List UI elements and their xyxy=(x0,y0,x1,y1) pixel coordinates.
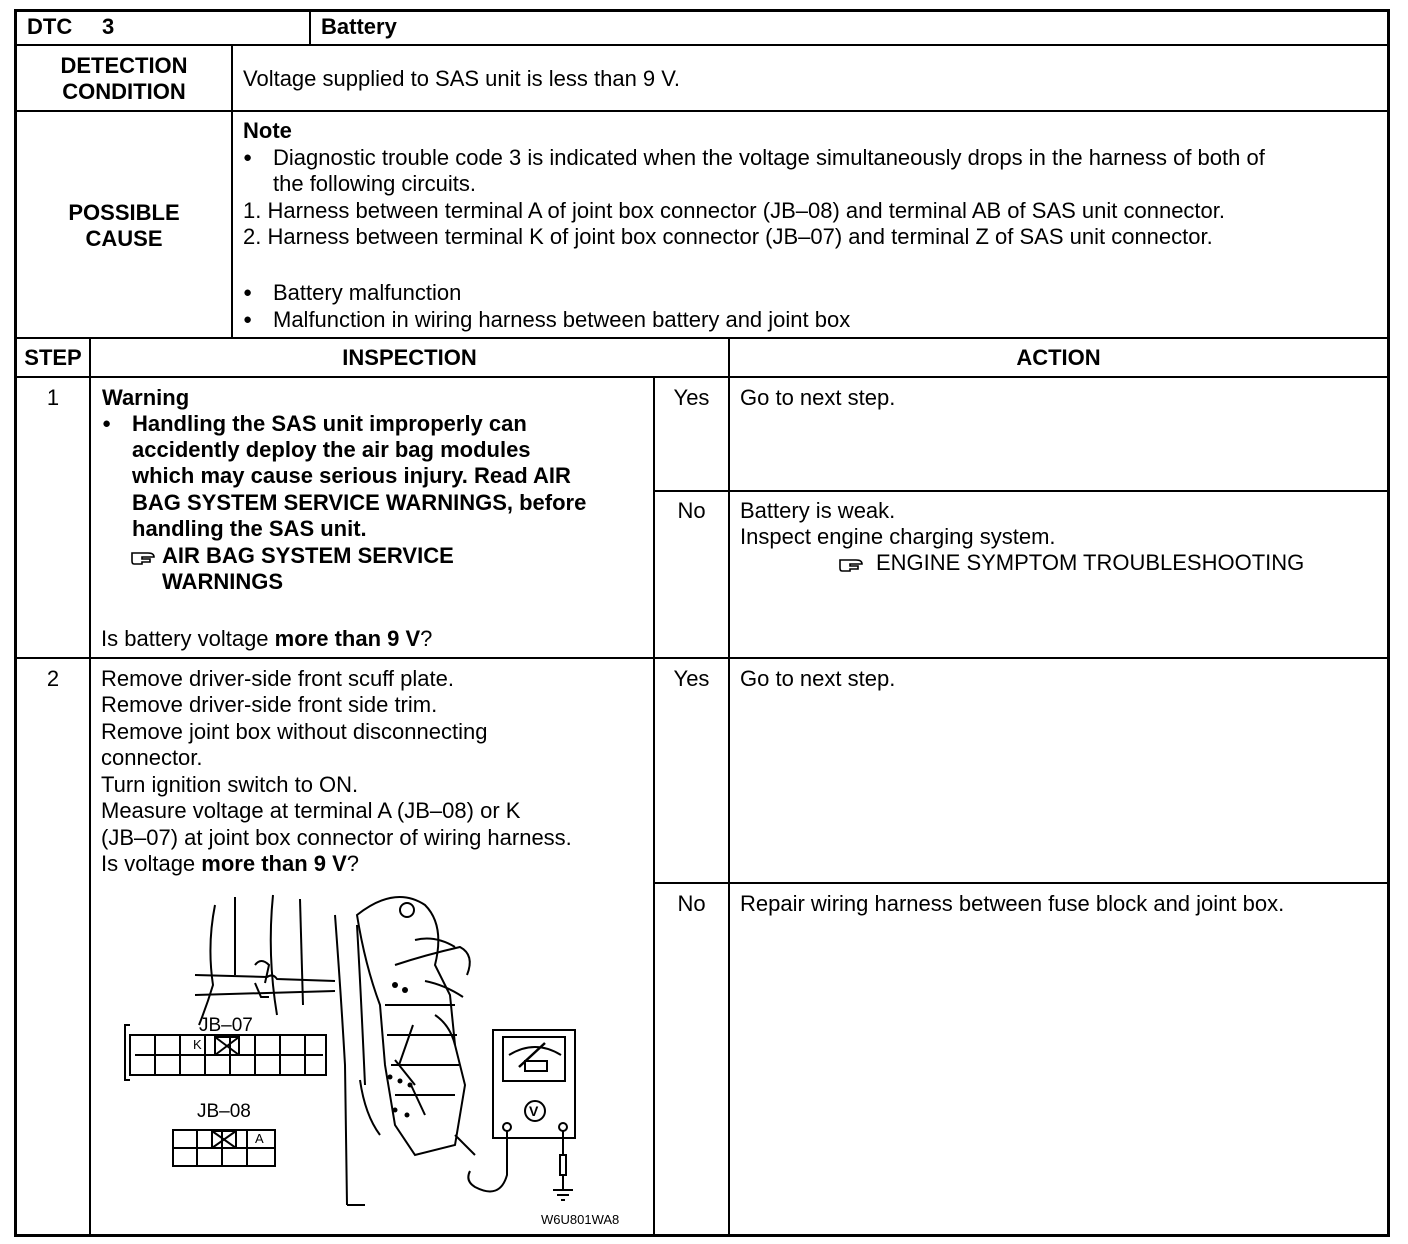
step-1-ref-line-2: WARNINGS xyxy=(162,569,283,594)
step-2-line-1: Remove driver-side front scuff plate. xyxy=(101,666,454,691)
jb08-label: JB–08 xyxy=(197,1101,251,1122)
dtc-number: 3 xyxy=(102,14,115,39)
possible-cause-label-1: POSSIBLE xyxy=(68,200,180,225)
step-1-warning-line-3: which may cause serious injury. Read AIR xyxy=(132,463,571,488)
pointing-hand-icon xyxy=(838,556,864,574)
step-2-line-7: (JB–07) at joint box connector of wiring harness. xyxy=(101,825,572,850)
step-1-no-action-ref: ENGINE SYMPTOM TROUBLESHOOTING xyxy=(876,550,1305,575)
voltmeter-symbol: V xyxy=(529,1103,539,1119)
pointing-hand-icon xyxy=(130,549,156,567)
step-1-warning-line-5: handling the SAS unit. xyxy=(132,516,367,541)
cause-bullet-2: ● Malfunction in wiring harness between battery and joint box xyxy=(273,307,850,333)
step-1-warning-line-1: ● Handling the SAS unit improperly can xyxy=(132,411,527,437)
step-2-line-2: Remove driver-side front side trim. xyxy=(101,692,438,717)
jb07-label: JB–07 xyxy=(199,1015,253,1036)
step-2-question: Is voltage more than 9 V? xyxy=(101,851,360,876)
step-1-warning-line-2: accidently deploy the air bag modules xyxy=(132,437,531,462)
cause-item-1: 1. Harness between terminal A of joint box connector (JB–08) and terminal AB of SAS unit connector. xyxy=(243,198,1225,223)
step-1-yes-action: Go to next step. xyxy=(740,385,896,410)
step-2-yes-label: Yes xyxy=(673,666,710,691)
step-1-question: Is battery voltage more than 9 V? xyxy=(101,626,433,651)
note-title: Note xyxy=(243,118,292,143)
step-2-no-action: Repair wiring harness between fuse block and joint box. xyxy=(740,891,1285,916)
step-2-no-label: No xyxy=(677,891,706,916)
step-1-number: 1 xyxy=(46,385,60,410)
step-2-line-3: Remove joint box without disconnecting xyxy=(101,719,488,744)
step-1-warning-line-4: BAG SYSTEM SERVICE WARNINGS, before xyxy=(132,490,587,515)
detection-text: Voltage supplied to SAS unit is less than 9 V. xyxy=(243,66,681,91)
dtc-label: DTC xyxy=(27,14,73,39)
step-2-line-4: connector. xyxy=(101,745,203,770)
step-1-no-label: No xyxy=(677,498,706,523)
step-2-yes-action: Go to next step. xyxy=(740,666,896,691)
cause-item-2: 2. Harness between terminal K of joint box connector (JB–07) and terminal Z of SAS unit connector. xyxy=(243,224,1213,249)
cause-bullet-1: ● Battery malfunction xyxy=(273,280,461,306)
step-1-warning-title: Warning xyxy=(102,385,190,410)
possible-cause-label-2: CAUSE xyxy=(85,226,163,251)
step-2-line-6: Measure voltage at terminal A (JB–08) or K xyxy=(101,798,521,823)
note-bullet-line-1: ● Diagnostic trouble code 3 is indicated when the voltage simultaneously drops in the harness of both of xyxy=(273,145,1265,171)
joint-box-figure xyxy=(95,885,650,1230)
note-bullet-line-2: the following circuits. xyxy=(273,171,476,196)
jb08-terminal-a: A xyxy=(255,1131,264,1146)
jb07-terminal-k: K xyxy=(193,1037,202,1052)
inspection-header: INSPECTION xyxy=(342,345,477,370)
step-2-number: 2 xyxy=(46,666,60,691)
step-1-no-action-line-2: Inspect engine charging system. xyxy=(740,524,1056,549)
step-1-ref-line-1: AIR BAG SYSTEM SERVICE xyxy=(162,543,454,568)
detection-label-1: DETECTION xyxy=(60,53,188,78)
dtc-title: Battery xyxy=(321,14,397,39)
step-1-no-action-line-1: Battery is weak. xyxy=(740,498,896,523)
detection-label-2: CONDITION xyxy=(62,79,186,104)
step-header: STEP xyxy=(24,345,82,370)
figure-code: W6U801WA8 xyxy=(541,1212,620,1227)
step-2-line-5: Turn ignition switch to ON. xyxy=(101,772,359,797)
step-1-yes-label: Yes xyxy=(673,385,710,410)
action-header: ACTION xyxy=(1016,345,1101,370)
